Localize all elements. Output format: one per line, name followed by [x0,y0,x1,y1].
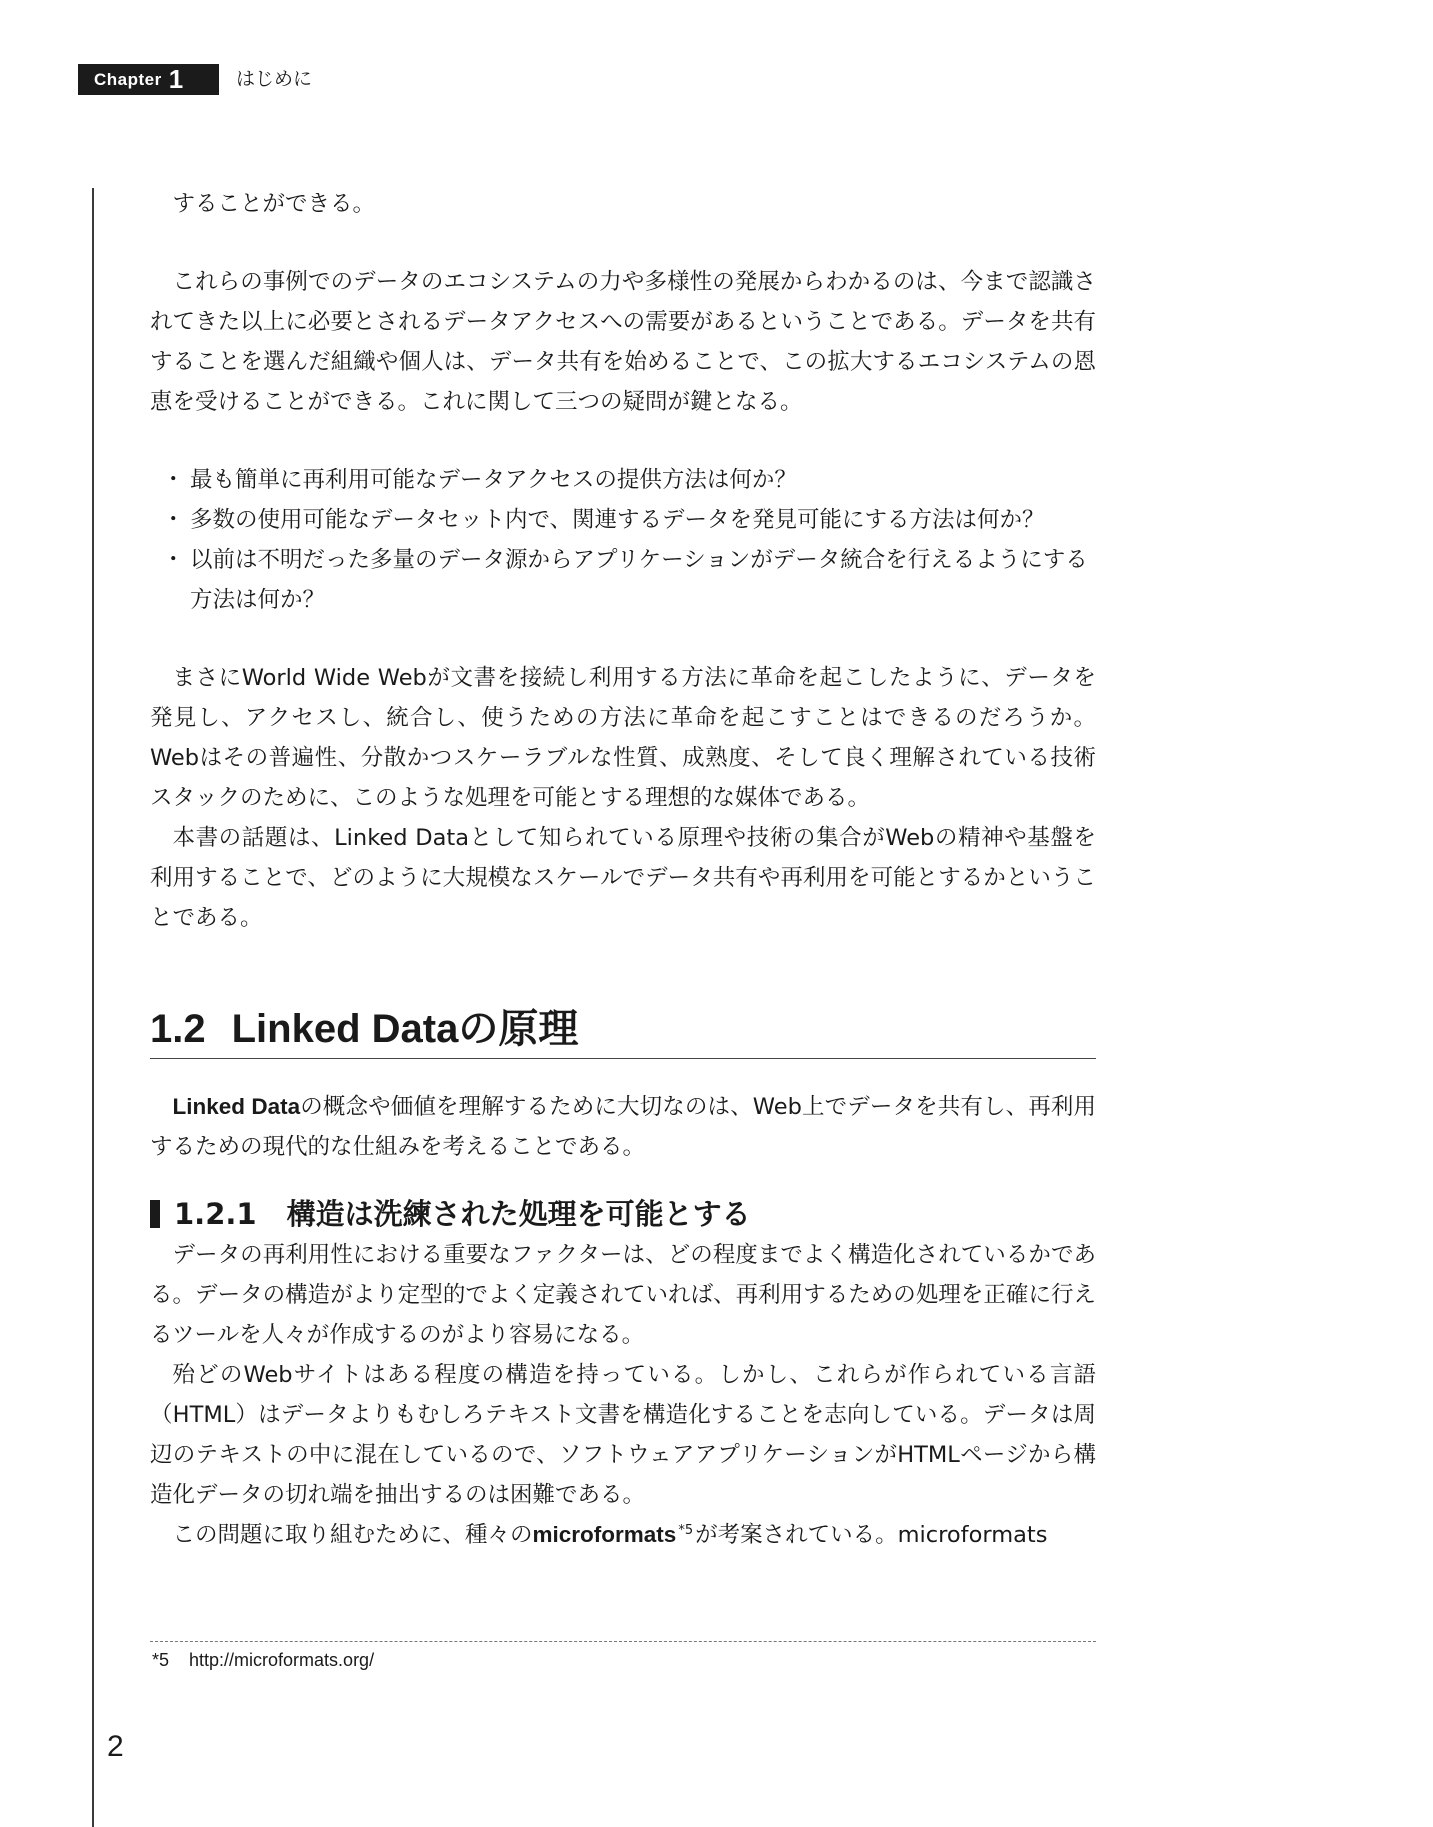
chapter-title: はじめに [236,68,313,90]
paragraph: することができる。 [172,191,376,217]
paragraph: まさにWorld Wide Webが文書を接続し利用する方法に革命を起こしたように、データを発見し、アクセスし、統合し、使うための方法に革命を起こすことはできるのだろうか。Webはその普遍性、分散かつスケーラブルな性質、成熟度、そして良く理解されている技術スタックのために、このような処理を可能とする理想的な媒体である。 [150,665,1096,811]
paragraph: データの再利用性における重要なファクターは、どの程度までよく構造化されているかである。データの構造がより定型的でよく定義されていれば、再利用するための処理を正確に行えるツールを人々が作成するのがより容易になる。 [150,1242,1096,1348]
list-item [150,500,1096,540]
footnote-ref[interactable]: *5 [678,1523,694,1538]
list-item [150,540,1096,620]
bullet-mark: ・ [162,547,185,573]
subsection-title: 構造は洗練された処理を可能とする [286,1197,751,1231]
footnote [152,1647,374,1673]
bullet-mark: ・ [162,507,185,533]
page-number: 2 [107,1730,124,1763]
paragraph-text: の概念や価値を理解するために大切なのは、Web上でデータを共有し、再利用するための現代的な仕組みを考えることである。 [150,1094,1096,1160]
list-item-text: 最も簡単に再利用可能なデータアクセスの提供方法は何か？ [190,467,797,493]
subsection-heading [150,1193,1096,1235]
paragraph: 本書の話題は、Linked Dataとして知られている原理や技術の集合がWebの精神や基盤を利用することで、どのように大規模なスケールでデータ共有や再利用を可能とするかということである。 [150,825,1096,931]
list-item-text: 多数の使用可能なデータセット内で、関連するデータを発見可能にする方法は何か？ [190,507,1045,533]
chapter-label: Chapter [94,69,162,89]
page-body [150,184,1096,1555]
bullet-mark: ・ [162,467,185,493]
footnote-mark: *5 [152,1650,170,1670]
chapter-tab [78,64,219,95]
section-heading [150,1002,1096,1059]
bold-term: Linked Data [172,1094,301,1119]
footnote-url[interactable]: http://microformats.org/ [189,1650,375,1670]
paragraph-text: が考案されている。microformats [695,1522,1048,1548]
paragraph: これらの事例でのデータのエコシステムの力や多様性の発展からわかるのは、今まで認識されてきた以上に必要とされるデータアクセスへの需要があるということである。データを共有することを選んだ組織や個人は、データ共有を始めることで、この拡大するエコシステムの恩恵を受けることができる。これに関して三つの疑問が鍵となる。 [150,269,1096,415]
question-list [150,460,1096,620]
subsection-number: 1.2.1 [174,1197,257,1231]
section-number: 1.2 [150,1007,206,1051]
heading-bar [150,1200,160,1228]
paragraph-text: この問題に取り組むために、種々の [172,1522,533,1548]
paragraph [150,1087,1096,1167]
chapter-number: 1 [168,64,184,94]
section-title: Linked Dataの原理 [231,1007,579,1051]
paragraph: 殆どのWebサイトはある程度の構造を持っている。しかし、これらが作られている言語（HTML）はデータよりもむしろテキスト文書を構造化することを志向している。データは周辺のテキストの中に混在しているので、ソフトウェアアプリケーションがHTMLページから構造化データの切れ端を抽出するのは困難である。 [150,1362,1096,1508]
paragraph [150,1515,1096,1555]
list-item-text: 以前は不明だった多量のデータ源からアプリケーションがデータ統合を行えるようにする方法は何か？ [190,547,1088,613]
margin-rule [92,188,94,1827]
bold-term: microformats [532,1522,677,1547]
footnote-divider [150,1641,1096,1642]
list-item [150,460,1096,500]
